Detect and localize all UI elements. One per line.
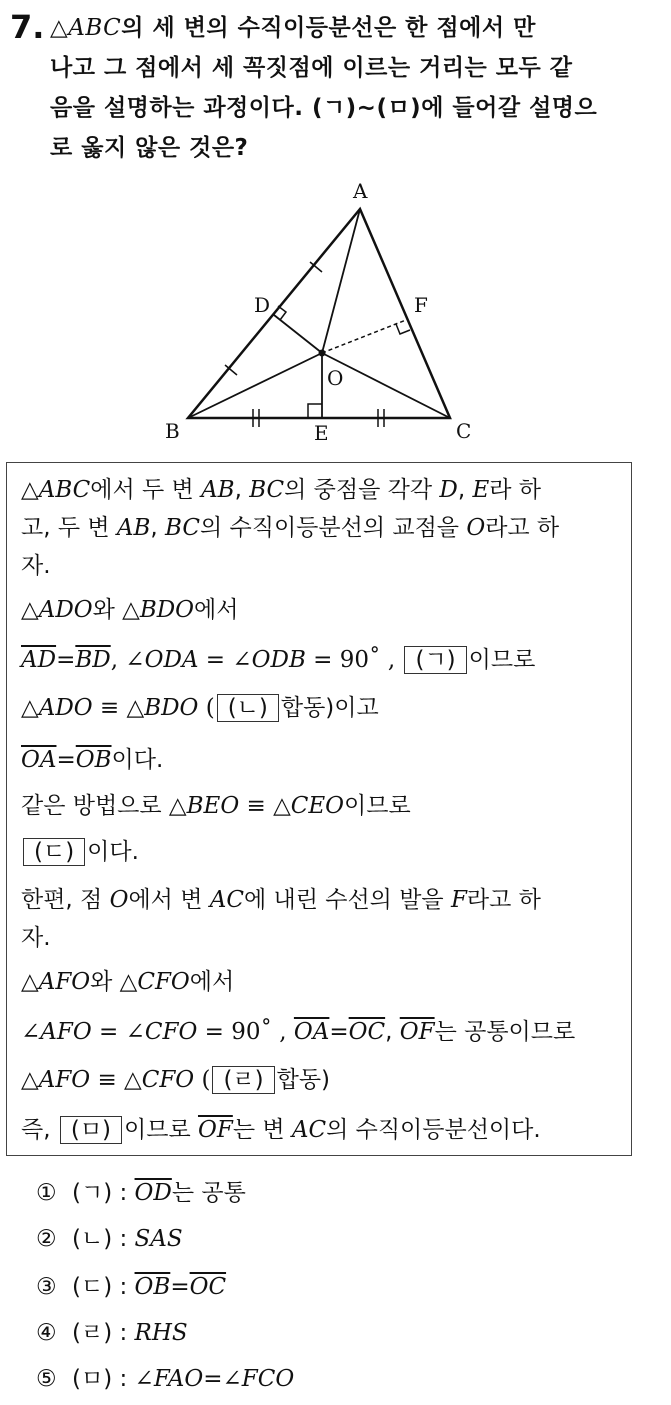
- question-line-4: 로 옳지 않은 것은?: [50, 135, 249, 161]
- label-e: E: [314, 421, 329, 445]
- blank-box-5: (ㅁ): [60, 1116, 122, 1144]
- proof-box: [6, 462, 632, 1156]
- point-o: [319, 350, 326, 357]
- question-text: [50, 8, 650, 168]
- right-angle-f: [396, 324, 410, 334]
- label-o: O: [327, 366, 344, 390]
- proof-line-13: ∠AFO = ∠CFO = 90˚ , $\overline{OA}=\overline{OC}$, $\overline{OF}$는 공통이므로: [21, 1019, 576, 1045]
- choice-1[interactable]: ① (ㄱ) : $\overline{OD}$는 공통: [36, 1180, 246, 1206]
- proof-line-11: 자.: [21, 925, 51, 951]
- right-angle-e: [308, 404, 322, 418]
- choice-5[interactable]: ⑤ (ㅁ) : ∠FAO=∠FCO: [36, 1366, 295, 1392]
- proof-line-15: 즉, (ㅁ) 이므로 $\overline{OF}$는 변 AC의 수직이등분선이다.: [21, 1117, 541, 1143]
- proof-line-2: 고, 두 변 AB, BC의 수직이등분선의 교점을 O라고 하: [21, 515, 560, 541]
- proof-line-3: 자.: [21, 553, 51, 579]
- question-line-3: 음을 설명하는 과정이다. (ㄱ)~(ㅁ)에 들어갈 설명으: [50, 95, 598, 121]
- blank-box-2: (ㄴ): [217, 694, 279, 722]
- choice-4[interactable]: ④ (ㄹ) : RHS: [36, 1320, 188, 1346]
- question-number: 7.: [10, 8, 45, 46]
- proof-line-12: △AFO와 △CFO에서: [21, 969, 235, 995]
- label-b: B: [165, 419, 180, 443]
- label-d: D: [254, 293, 271, 317]
- blank-box-1: (ㄱ): [404, 646, 466, 674]
- segment-of-dashed: [322, 320, 406, 353]
- blank-box-4: (ㄹ): [212, 1066, 274, 1094]
- proof-line-8: 같은 방법으로 △BEO ≡ △CEO이므로: [21, 793, 411, 819]
- blank-box-3: (ㄷ): [23, 838, 85, 866]
- proof-line-4: △ADO와 △BDO에서: [21, 597, 239, 623]
- label-a: A: [353, 179, 368, 203]
- proof-line-14: △AFO ≡ △CFO ( (ㄹ) 합동): [21, 1067, 331, 1093]
- segment-od: [274, 315, 322, 353]
- segment-ob: [188, 353, 322, 418]
- proof-line-9: (ㄷ) 이다.: [21, 837, 139, 867]
- choice-2[interactable]: ② (ㄴ) : SAS: [36, 1226, 183, 1252]
- triangle-figure: [150, 172, 490, 452]
- question-line-2: 나고 그 점에서 세 꼭짓점에 이르는 거리는 모두 같: [50, 55, 573, 81]
- label-f: F: [414, 293, 428, 317]
- triangle-diagram: [150, 172, 490, 452]
- proof-line-6: △ADO ≡ △BDO ( (ㄴ) 합동)이고: [21, 695, 379, 721]
- question-line-1: △ABC의 세 변의 수직이등분선은 한 점에서 만: [50, 15, 536, 41]
- choice-3[interactable]: ③ (ㄷ) : $\overline{OB}=\overline{OC}$: [36, 1274, 227, 1300]
- proof-line-7: $\overline{OA}=\overline{OB}$이다.: [21, 747, 164, 773]
- triangle-abc: [188, 209, 450, 418]
- label-c: C: [456, 419, 472, 443]
- proof-line-10: 한편, 점 O에서 변 AC에 내린 수선의 발을 F라고 하: [21, 887, 541, 913]
- proof-line-5: $\overline{AD}=\overline{BD}$, ∠ODA = ∠ODB = 90˚ , (ㄱ) 이므로: [21, 647, 536, 673]
- proof-line-1: △ABC에서 두 변 AB, BC의 중점을 각각 D, E라 하: [21, 477, 542, 503]
